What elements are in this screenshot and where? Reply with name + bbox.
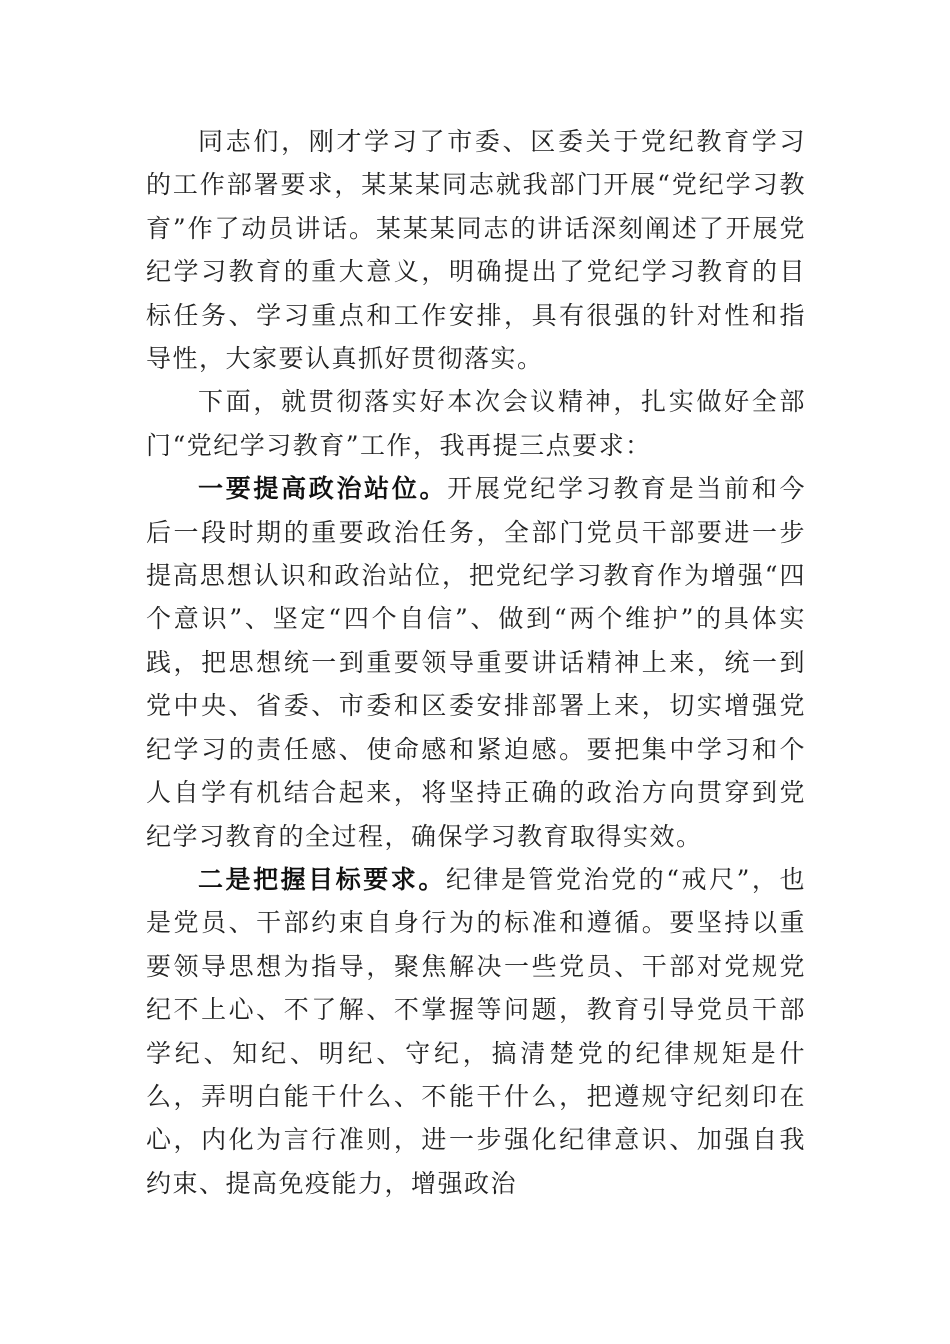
paragraph-opening — [146, 120, 806, 380]
paragraph-opening-text: 同志们，刚才学习了市委、区委关于党纪教育学习的工作部署要求，某某某同志就我部门开展“党纪学习教育”作了动员讲话。某某某同志的讲话深刻阐述了开展党纪学习教育的重大意义，明确提出了党纪学习教育的目标任务、学习重点和工作安排，具有很强的针对性和指导性，大家要认真抓好贯彻落实。 — [146, 127, 806, 374]
paragraph-transition — [146, 380, 806, 467]
point-one-text: 开展党纪学习教育是当前和今后一段时期的重要政治任务，全部门党员干部要进一步提高思想认识和政治站位，把党纪学习教育作为增强“四个意识”、坚定“四个自信”、做到“两个维护”的具体实践，把思想统一到重要领导重要讲话精神上来，统一到党中央、省委、市委和区委安排部署上来，切实增强党纪学习的责任感、使命感和紧迫感。要把集中学习和个人自学有机结合起来，将坚持正确的政治方向贯穿到党纪学习教育的全过程，确保学习教育取得实效。 — [146, 474, 806, 851]
paragraph-transition-text: 下面，就贯彻落实好本次会议精神，扎实做好全部门“党纪学习教育”工作，我再提三点要求： — [146, 387, 806, 460]
paragraph-point-two — [146, 858, 806, 1205]
point-one-heading: 一要提高政治站位。 — [198, 474, 448, 504]
point-two-text: 纪律是管党治党的“戒尺”，也是党员、干部约束自身行为的标准和遵循。要坚持以重要领导思想为指导，聚焦解决一些党员、干部对党规党纪不上心、不了解、不掌握等问题，教育引导党员干部学纪、知纪、明纪、守纪，搞清楚党的纪律规矩是什么，弄明白能干什么、不能干什么，把遵规守纪刻印在心，内化为言行准则，进一步强化纪律意识、加强自我约束、提高免疫能力，增强政治 — [146, 864, 806, 1198]
document-body — [146, 120, 806, 1205]
paragraph-point-one — [146, 467, 806, 858]
point-two-heading: 二是把握目标要求。 — [198, 864, 446, 894]
